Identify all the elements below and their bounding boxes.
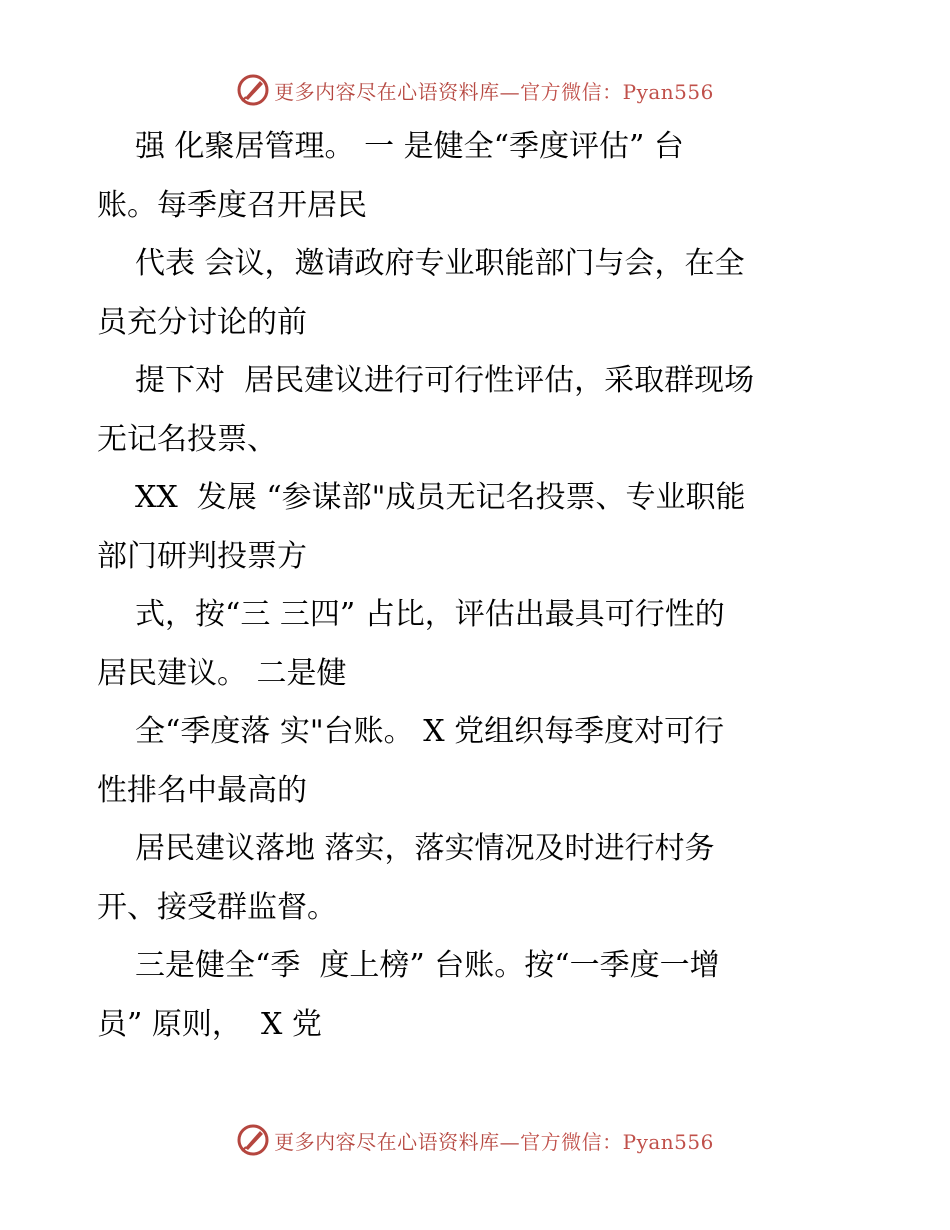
watermark-text: 更多内容尽在心语资料库— [274, 79, 521, 104]
paragraph-line: 代表 会议，邀请政府专业职能部门与会，在全 [135, 246, 745, 281]
paragraph-line: 开、接受群监督。 [97, 889, 337, 925]
watermark-footer [0, 1120, 950, 1160]
paragraph-line: 员充分讨论的前 [97, 304, 307, 340]
watermark-wechat: 官方微信：Pyan556 [520, 79, 714, 104]
paragraph-line: 性排名中最高的 [97, 772, 307, 808]
paragraph-line: 提下对 居民建议进行可行性评估，采取群现场 [135, 363, 755, 398]
paragraph-line: 三是健全“季 度上榜” 台账。按“一季度一增 [135, 948, 720, 983]
quill-pen-seal-icon [236, 1123, 270, 1157]
watermark-text: 更多内容尽在心语资料库— [274, 1129, 521, 1154]
paragraph-line: 员” 原则， X 党 [97, 1006, 322, 1042]
paragraph-line: 部门研判投票方 [97, 538, 307, 574]
paragraph-line: 无记名投票、 [97, 421, 277, 457]
watermark-wechat: 官方微信：Pyan556 [520, 1129, 714, 1154]
paragraph-line: 全“季度落 实"台账。 X 党组织每季度对可行 [135, 714, 725, 749]
paragraph-line: 居民建议落地 落实，落实情况及时进行村务 [135, 831, 715, 866]
paragraph-line: XX 发展 “参谋部"成员无记名投票、专业职能 [135, 480, 746, 515]
paragraph-line: 账。每季度召开居民 [97, 187, 367, 223]
quill-pen-seal-icon [236, 73, 270, 107]
paragraph-line: 强 化聚居管理。 一 是健全“季度评估” 台 [135, 129, 684, 164]
paragraph-line: 式，按“三 三四” 占比，评估出最具可行性的 [135, 597, 725, 632]
watermark-header [0, 70, 950, 110]
document-body [0, 118, 950, 1054]
paragraph-line: 居民建议。 二是健 [97, 655, 347, 691]
